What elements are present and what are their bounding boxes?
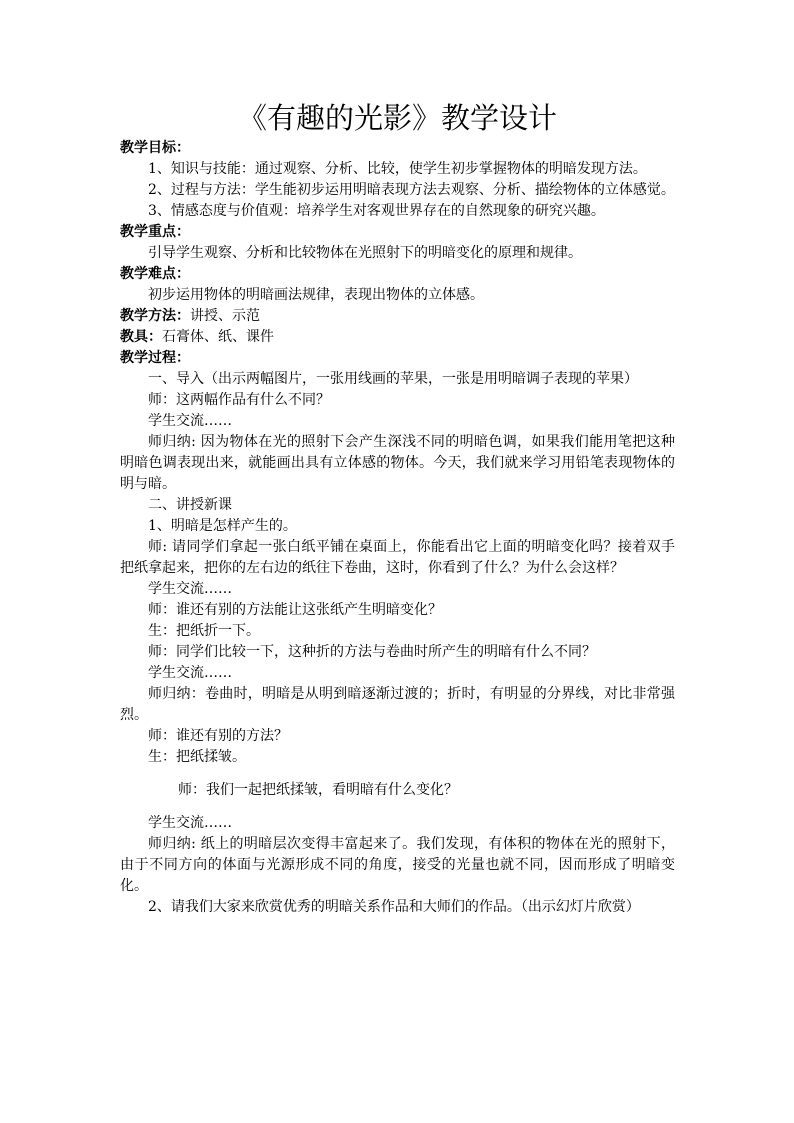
- process-paragraph: 学生交流……: [148, 665, 232, 681]
- process-paragraph: 师：我们一起把纸揉皱，看明暗有什么变化？: [178, 782, 458, 798]
- paragraph-gap: [120, 768, 675, 780]
- process-paragraph: 学生交流……: [148, 413, 232, 429]
- process-paragraph: 学生交流……: [148, 815, 232, 831]
- process-paragraph: 师：同学们比较一下，这种折的方法与卷曲时所产生的明暗有什么不同？: [148, 644, 596, 660]
- process-paragraph: 2、请我们大家来欣赏优秀的明暗关系作品和大师们的作品。（出示幻灯片欣赏）: [148, 899, 640, 915]
- difficulties-heading: 教学难点：: [120, 266, 190, 282]
- method-text: 讲授、示范: [190, 308, 260, 324]
- process-paragraph: 师归纳: 因为物体在光的照射下会产生深浅不同的明暗色调，如果我们能用笔把这种明暗色调表现出来，就能画出具有立体感的物体。今天，我们就来学习用铅笔表现物体的明与暗。: [120, 434, 675, 492]
- goal-item: 2、过程与方法：学生能初步运用明暗表现方法去观察、分析、描绘物体的立体感觉。: [148, 182, 675, 198]
- process-paragraph: 师归纳：卷曲时，明暗是从明到暗逐渐过渡的；折时，有明显的分界线，对比非常强烈。: [120, 686, 675, 723]
- process-paragraph: 师归纳: 纸上的明暗层次变得丰富起来了。我们发现，有体积的物体在光的照射下，由于不同方向的体面与光源形成不同的角度，接受的光量也就不同，因而形成了明暗变化。: [120, 836, 675, 894]
- process-heading: 教学过程：: [120, 350, 190, 366]
- tools-line: [120, 327, 675, 348]
- process-paragraph: 师: 请同学们拿起一张白纸平铺在桌面上，你能看出它上面的明暗变化吗？接着双手把纸拿起来，把你的左右边的纸往下卷曲，这时，你看到了什么？为什么会这样？: [120, 539, 675, 576]
- document-body: [120, 138, 675, 918]
- paragraph-gap: [120, 801, 675, 813]
- goals-heading: 教学目标：: [120, 140, 190, 156]
- key-points-text: 引导学生观察、分析和比较物体在光照射下的明暗变化的原理和规律。: [148, 245, 582, 261]
- method-line: [120, 306, 675, 327]
- difficulties-text: 初步运用物体的明暗画法规律，表现出物体的立体感。: [148, 287, 484, 303]
- process-paragraph: 1、明暗是怎样产生的。: [148, 518, 297, 534]
- key-points-heading: 教学重点：: [120, 224, 190, 240]
- tools-heading: 教具：: [120, 329, 162, 345]
- tools-text: 石膏体、纸、课件: [162, 329, 274, 345]
- goal-item: 1、知识与技能：通过观察、分析、比较，使学生初步掌握物体的明暗发现方法。: [148, 161, 647, 177]
- process-paragraph: 二、讲授新课: [148, 497, 232, 513]
- process-paragraph: 师：谁还有别的方法？: [148, 728, 288, 744]
- process-paragraph: 一、导入（出示两幅图片，一张用线画的苹果，一张是用明暗调子表现的苹果）: [148, 371, 638, 387]
- process-paragraph: 生：把纸揉皱。: [148, 749, 246, 765]
- method-heading: 教学方法：: [120, 308, 190, 324]
- process-paragraph: 生：把纸折一下。: [148, 623, 260, 639]
- process-paragraph: 学生交流……: [148, 581, 232, 597]
- process-paragraph: 师：这两幅作品有什么不同？: [148, 392, 330, 408]
- document-title: 《有趣的光影》教学设计: [237, 101, 557, 135]
- process-paragraph: 师：谁还有别的方法能让这张纸产生明暗变化？: [148, 602, 442, 618]
- goal-item: 3、情感态度与价值观：培养学生对客观世界存在的自然现象的研究兴趣。: [148, 203, 605, 219]
